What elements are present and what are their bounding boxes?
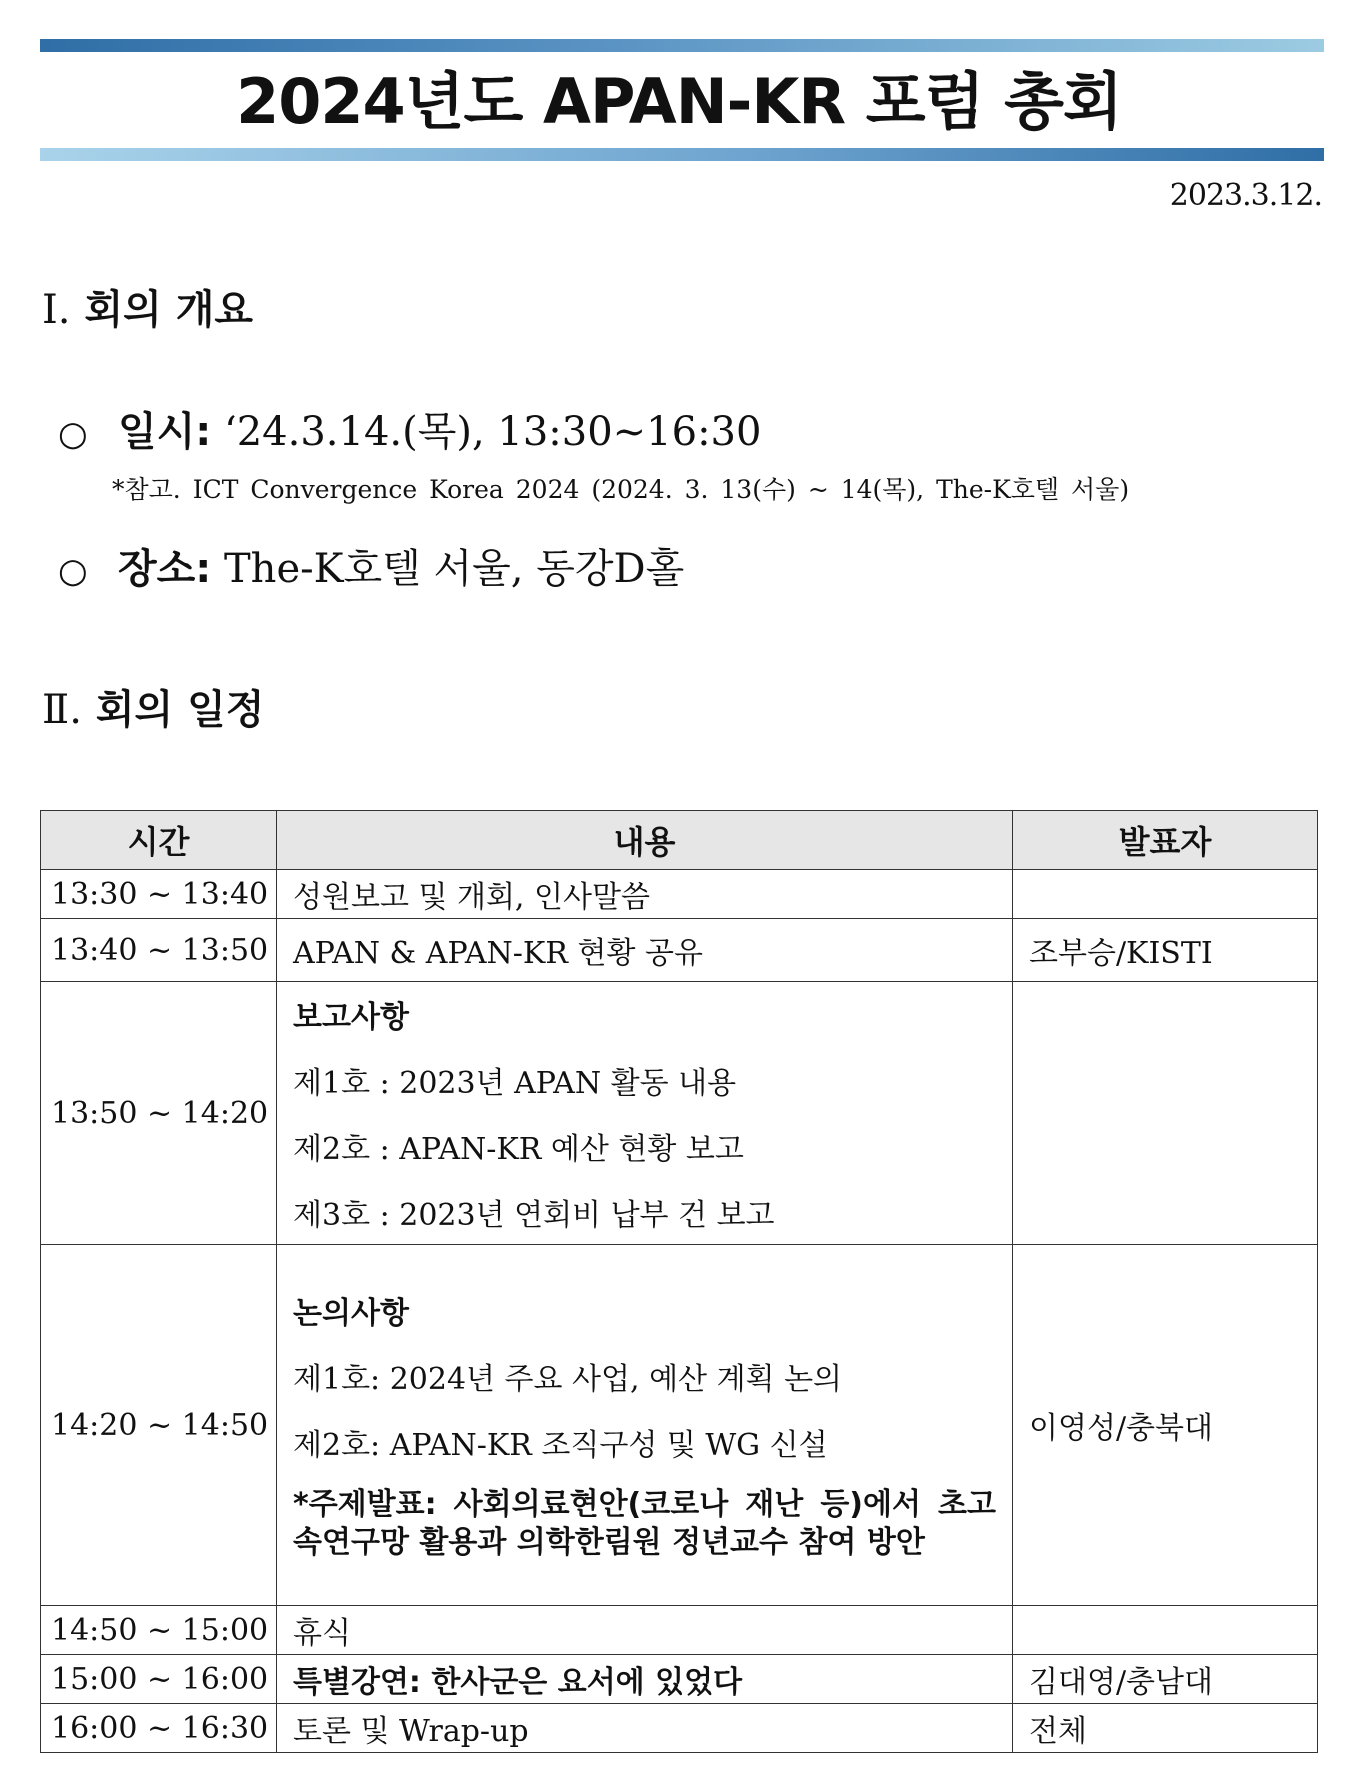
datetime-value: ‘24.3.14.(목), 13:30~16:30 bbox=[224, 409, 762, 455]
reference-note: *참고. ICT Convergence Korea 2024 (2024. 3. 13(수) ~ 14(목), The-K호텔 서울) bbox=[112, 475, 1130, 504]
time-cell: 16:00 ~ 16:30 bbox=[41, 1704, 277, 1753]
table-row bbox=[41, 1704, 1318, 1753]
document-title: 2024년도 APAN-KR 포럼 총회 bbox=[236, 65, 1122, 138]
venue-value: The-K호텔 서울, 동강D홀 bbox=[224, 546, 685, 592]
agenda-item: 제3호 : 2023년 연회비 납부 건 보고 bbox=[293, 1198, 775, 1233]
presenter-cell bbox=[1013, 1606, 1318, 1655]
section-number: Ⅱ. bbox=[42, 687, 82, 733]
table-row bbox=[41, 1606, 1318, 1655]
circle-bullet-icon: ○ bbox=[58, 414, 88, 454]
header-presenter: 발표자 bbox=[1013, 811, 1318, 870]
report-items-heading: 보고사항 bbox=[293, 1000, 409, 1035]
table-header-row bbox=[41, 811, 1318, 870]
venue-label: 장소: bbox=[118, 546, 212, 592]
keynote-topic: *주제발표: 사회의료현안(코로나 재난 등)에서 초고속연구망 활용과 의학한림원 정년교수 참여 방안 bbox=[293, 1487, 996, 1560]
content-cell: 토론 및 Wrap-up bbox=[277, 1704, 1013, 1753]
presenter-cell: 이영성/충북대 bbox=[1013, 1245, 1318, 1606]
discussion-items-heading: 논의사항 bbox=[293, 1296, 409, 1331]
time-cell: 15:00 ~ 16:00 bbox=[41, 1655, 277, 1704]
content-cell: 특별강연: 한사군은 요서에 있었다 bbox=[277, 1655, 1013, 1704]
section-overview-heading bbox=[42, 278, 253, 335]
title-bar-bottom bbox=[40, 148, 1324, 161]
agenda-item: 제1호: 2024년 주요 사업, 예산 계획 논의 bbox=[293, 1362, 843, 1397]
circle-bullet-icon: ○ bbox=[58, 551, 88, 591]
table-row bbox=[41, 919, 1318, 982]
table-row bbox=[41, 1245, 1318, 1606]
content-cell bbox=[277, 1245, 1013, 1606]
title-bar-top bbox=[40, 39, 1324, 52]
presenter-cell bbox=[1013, 982, 1318, 1245]
header-content: 내용 bbox=[277, 811, 1013, 870]
table-row bbox=[41, 982, 1318, 1245]
section-schedule-heading bbox=[42, 678, 264, 735]
content-cell: 휴식 bbox=[277, 1606, 1013, 1655]
content-cell: 성원보고 및 개회, 인사말씀 bbox=[277, 870, 1013, 919]
section-number: Ⅰ. bbox=[42, 287, 71, 333]
venue-line bbox=[58, 537, 684, 594]
section-title: 회의 개요 bbox=[84, 287, 254, 333]
presenter-cell: 김대영/충남대 bbox=[1013, 1655, 1318, 1704]
content-cell bbox=[277, 982, 1013, 1245]
schedule-table bbox=[40, 810, 1318, 1753]
section-title: 회의 일정 bbox=[95, 687, 265, 733]
time-cell: 13:30 ~ 13:40 bbox=[41, 870, 277, 919]
time-cell: 14:50 ~ 15:00 bbox=[41, 1606, 277, 1655]
presenter-cell bbox=[1013, 870, 1318, 919]
datetime-label: 일시: bbox=[118, 409, 212, 455]
agenda-item: 제2호: APAN-KR 조직구성 및 WG 신설 bbox=[293, 1428, 828, 1463]
table-row bbox=[41, 1655, 1318, 1704]
document-date: 2023.3.12. bbox=[1169, 178, 1322, 213]
presenter-cell: 조부승/KISTI bbox=[1013, 919, 1318, 982]
presenter-cell: 전체 bbox=[1013, 1704, 1318, 1753]
agenda-item: 제1호 : 2023년 APAN 활동 내용 bbox=[293, 1066, 737, 1101]
time-cell: 13:40 ~ 13:50 bbox=[41, 919, 277, 982]
datetime-line bbox=[58, 400, 761, 457]
time-cell: 14:20 ~ 14:50 bbox=[41, 1245, 277, 1606]
content-cell: APAN & APAN-KR 현황 공유 bbox=[277, 919, 1013, 982]
table-row bbox=[41, 870, 1318, 919]
agenda-item: 제2호 : APAN-KR 예산 현황 보고 bbox=[293, 1132, 744, 1167]
header-time: 시간 bbox=[41, 811, 277, 870]
time-cell: 13:50 ~ 14:20 bbox=[41, 982, 277, 1245]
